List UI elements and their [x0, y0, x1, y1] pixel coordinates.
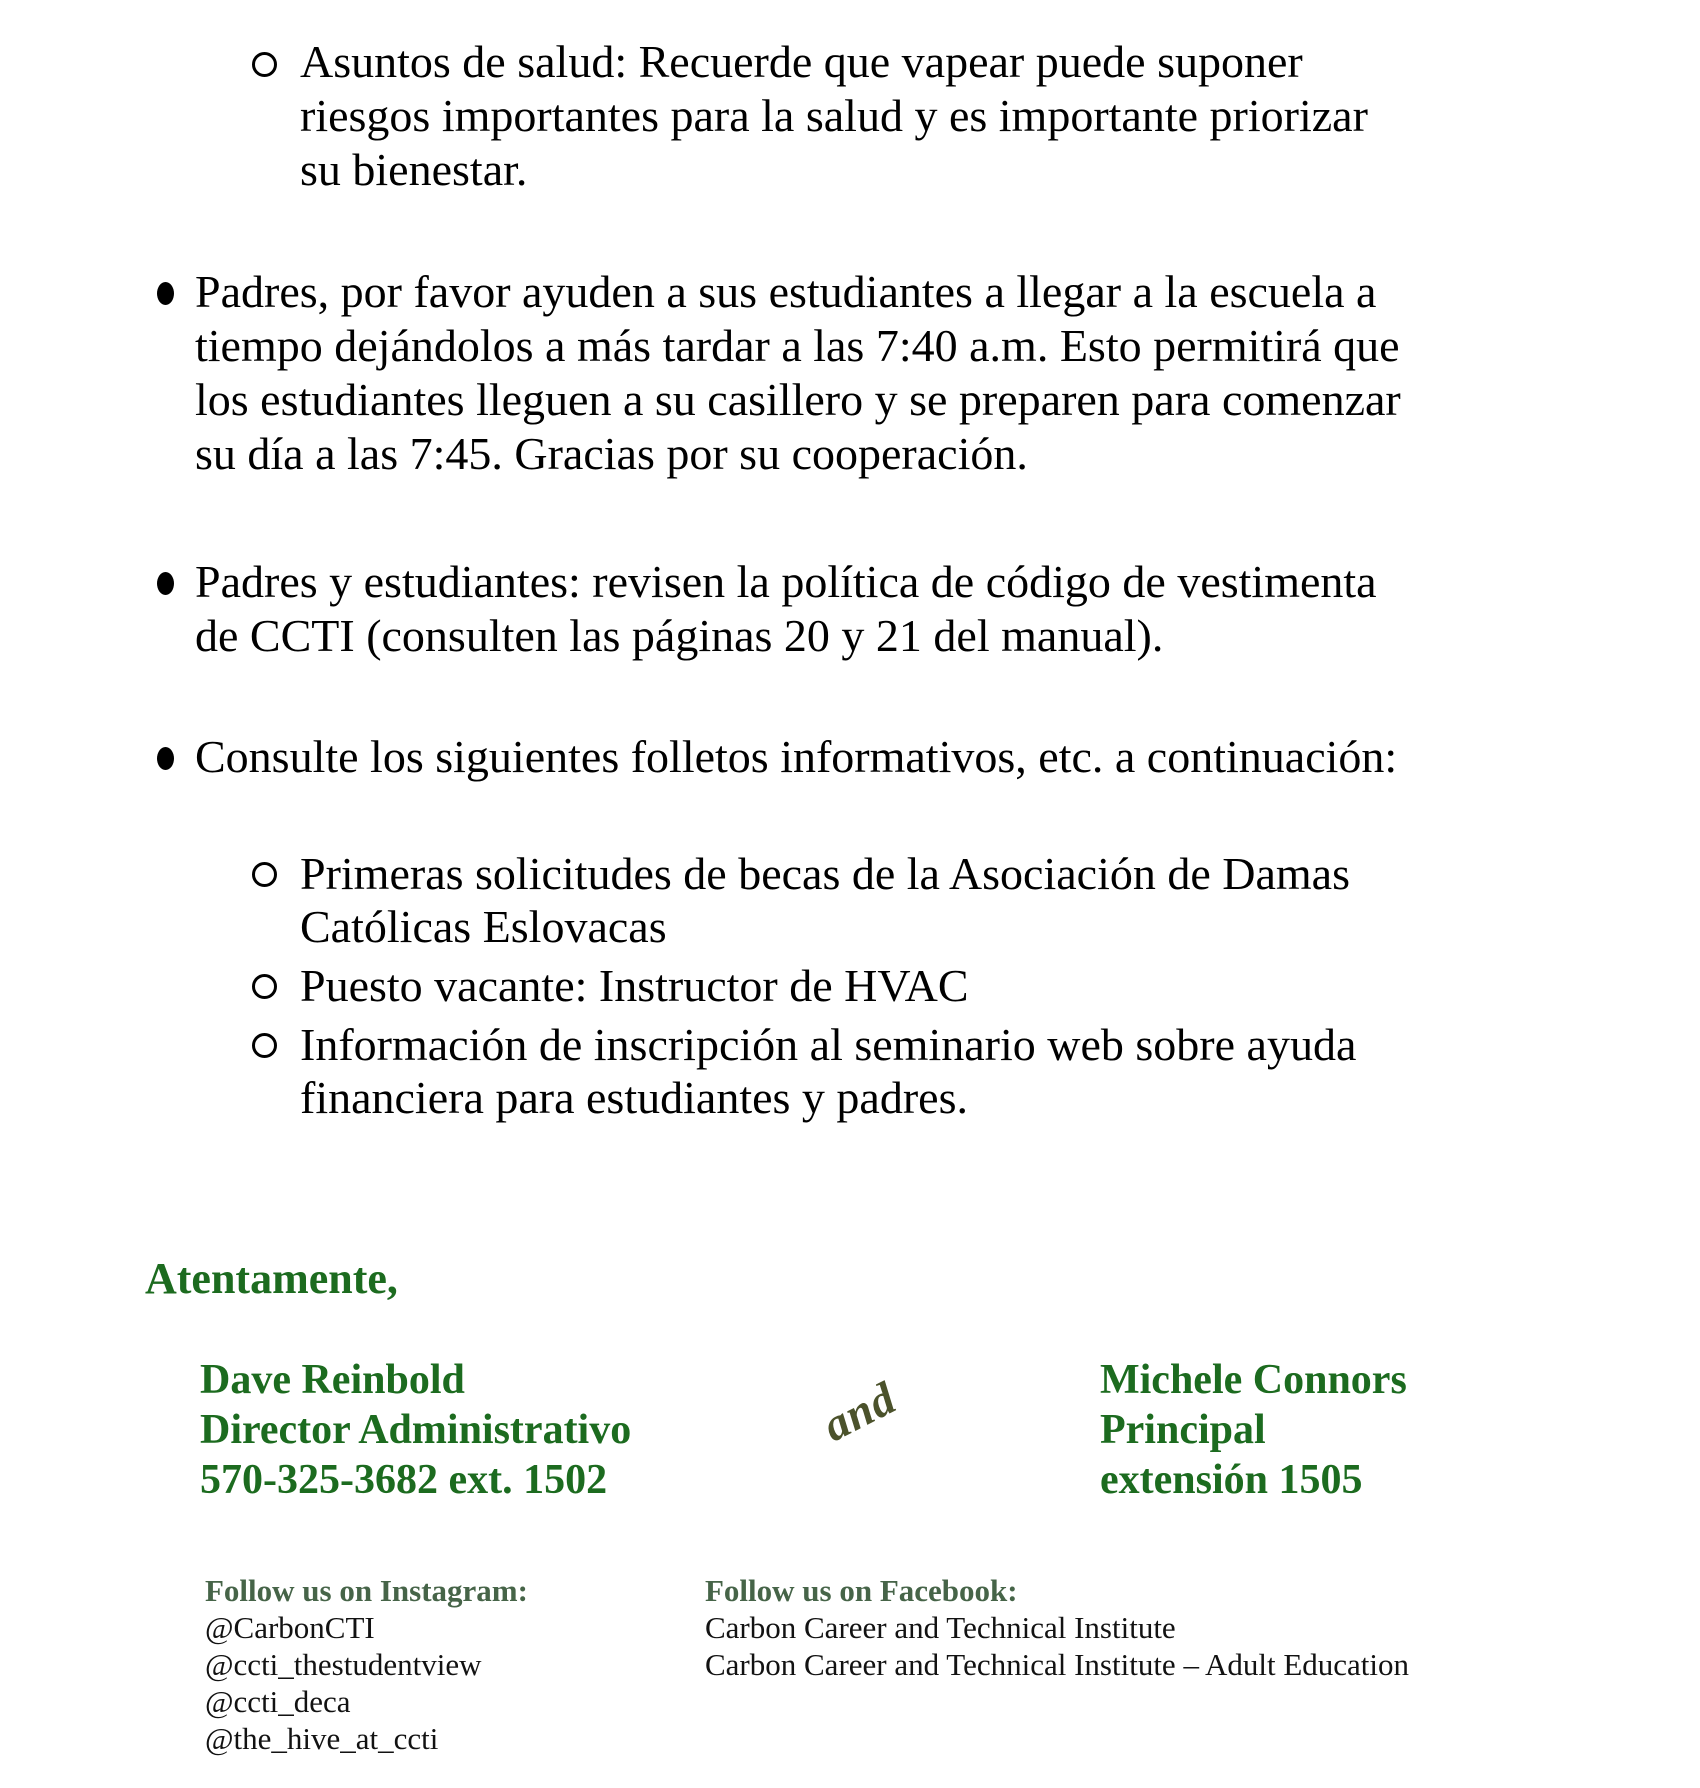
circle-bullet-icon	[252, 974, 277, 999]
bullet-item-health	[300, 35, 1368, 197]
text-line: Asuntos de salud: Recuerde que vapear puede suponer	[300, 36, 1303, 87]
text-line: riesgos importantes para la salud y es importante priorizar	[300, 90, 1368, 141]
circle-bullet-icon	[252, 1033, 277, 1058]
text-line: Consulte los siguientes folletos informativos, etc. a continuación:	[195, 731, 1398, 782]
closing-salutation: Atentamente,	[145, 1254, 398, 1303]
text-line: Información de inscripción al seminario web sobre ayuda	[300, 1019, 1357, 1070]
facebook-page: Carbon Career and Technical Institute	[705, 1610, 1176, 1645]
bullet-item-dress-code	[195, 555, 1377, 663]
instagram-handle: @CarbonCTI	[205, 1610, 375, 1645]
text-line: Puesto vacante: Instructor de HVAC	[300, 960, 969, 1011]
disc-bullet-icon	[157, 747, 174, 770]
circle-bullet-icon	[252, 862, 277, 887]
footer-instagram	[205, 1572, 528, 1757]
signer-title: Director Administrativo	[200, 1407, 632, 1453]
bullet-item-arrival	[195, 265, 1401, 481]
signer-contact: extensión 1505	[1100, 1457, 1363, 1503]
signer-title: Principal	[1100, 1407, 1266, 1453]
signature-right	[1100, 1355, 1407, 1505]
text-line: financiera para estudiantes y padres.	[300, 1072, 968, 1123]
instagram-heading: Follow us on Instagram:	[205, 1573, 528, 1608]
attachment-item-hvac-vacancy	[300, 959, 1356, 1012]
text-line: su bienestar.	[300, 144, 528, 195]
text-line: Padres y estudiantes: revisen la política de código de vestimenta	[195, 556, 1377, 607]
bullet-item-flyers	[195, 730, 1397, 784]
facebook-page: Carbon Career and Technical Institute – Adult Education	[705, 1647, 1410, 1682]
footer-facebook	[705, 1572, 1409, 1683]
text-line: su día a las 7:45. Gracias por su cooperación.	[195, 428, 1028, 479]
attachment-item-scholarship	[300, 847, 1356, 953]
signer-name: Michele Connors	[1100, 1357, 1407, 1403]
disc-bullet-icon	[157, 572, 174, 595]
disc-bullet-icon	[157, 282, 174, 305]
and-connector: and	[814, 1371, 905, 1452]
instagram-handle: @ccti_thestudentview	[205, 1647, 482, 1682]
facebook-heading: Follow us on Facebook:	[705, 1573, 1018, 1608]
text-line: los estudiantes lleguen a su casillero y se preparen para comenzar	[195, 374, 1401, 425]
text-line: Padres, por favor ayuden a sus estudiantes a llegar a la escuela a	[195, 266, 1377, 317]
attachment-item-webinar	[300, 1018, 1356, 1124]
instagram-handle: @the_hive_at_ccti	[205, 1721, 439, 1756]
signer-name: Dave Reinbold	[200, 1357, 465, 1403]
text-line: Primeras solicitudes de becas de la Asociación de Damas	[300, 848, 1351, 899]
attachments-list	[300, 847, 1356, 1130]
instagram-handle: @ccti_deca	[205, 1684, 351, 1719]
text-line: tiempo dejándolos a más tardar a las 7:40 a.m. Esto permitirá que	[195, 320, 1400, 371]
signature-left	[200, 1355, 631, 1505]
signer-contact: 570-325-3682 ext. 1502	[200, 1457, 608, 1503]
text-line: de CCTI (consulten las páginas 20 y 21 del manual).	[195, 610, 1164, 661]
text-line: Católicas Eslovacas	[300, 901, 667, 952]
circle-bullet-icon	[252, 52, 277, 77]
